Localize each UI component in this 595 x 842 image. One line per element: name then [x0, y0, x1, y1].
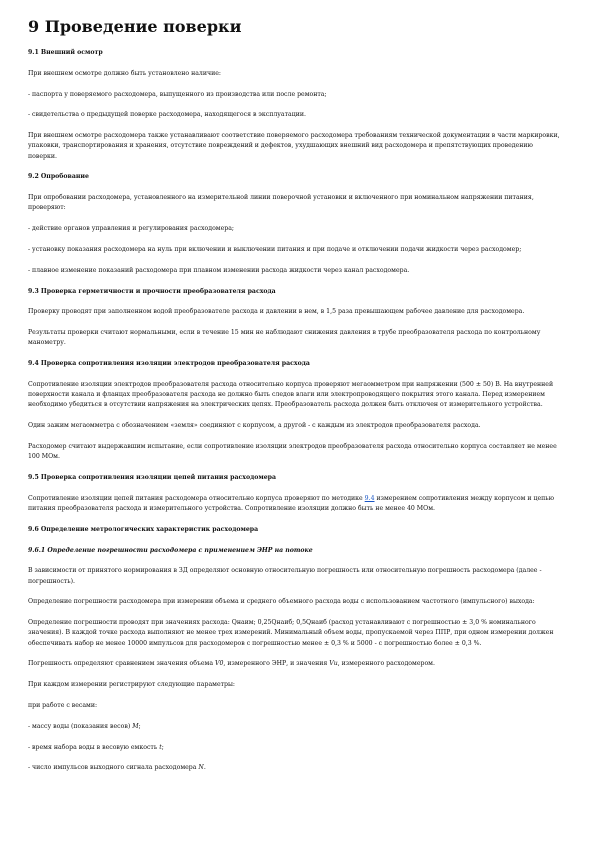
- section-heading-9-5: 9.5 Проверка сопротивления изоляции цепей питания расходомера: [28, 473, 276, 481]
- paragraph: Определение погрешности проводят при значениях расхода: Qнаим; 0,25Qнаиб; 0,5Qнаиб (расход устанавливают с погрешностью ± 3,0 % номинального значения). В каждой точке расхода выполняют не менее трех измерений. Минимальный объем воды, пропускаемой через ППР, при одном измерении должен обеспечивать набор не менее 10000 импульсов для расходомеров с погрешностью менее ± 0,3 % и 5000 - с погрешностью более ± 0,3 %.: [28, 619, 554, 647]
- section-link-9-4[interactable]: 9.4: [364, 494, 375, 502]
- paragraph: Проверку проводят при заполненном водой преобразователе расхода и давлении в нем, в 1,5 раза превышающем рабочее давление для расходомера.: [28, 308, 525, 316]
- variable: Vи: [329, 660, 338, 668]
- text-run: .: [203, 764, 206, 772]
- variable: V0: [215, 660, 224, 668]
- paragraph: При опробовании расходомера, установленного на измерительной линии поверочной установки и включенного при номинальном напряжении питания, проверяют:: [28, 194, 534, 212]
- paragraph: Расходомер считают выдержавшим испытание, если сопротивление изоляции электродов преобразователя расхода относительно корпуса составляет не менее 100 МОм.: [28, 442, 557, 461]
- paragraph: - установку показания расходомера на нуль при включении и выключении питания и при подаче и отключении подачи жидкости через расходомер;: [28, 245, 522, 253]
- list-item: [28, 722, 563, 732]
- paragraph: - действие органов управления и регулирования расходомера;: [28, 225, 235, 233]
- text-run: ;: [161, 743, 164, 751]
- paragraph: [28, 494, 563, 514]
- variable: t: [159, 743, 162, 751]
- paragraph: Сопротивление изоляции электродов преобразователя расхода относительно корпуса проверяют мегаомметром при напряжении (500 ± 50) В. На внутренней поверхности канала и фланцах преобразователя расхода не должно быть следов влаги или электропроводящего покрытия этого канала. Перед измерением необходимо убедиться в отсутствии напряжения на электрических цепях. Преобразователь расхода должен быть отключен от измерительного устройства.: [28, 380, 554, 409]
- text-run: ;: [138, 722, 141, 730]
- paragraph: - свидетельства о предыдущей поверке расходомера, находящегося в эксплуатации.: [28, 111, 306, 119]
- paragraph: При внешнем осмотре должно быть установлено наличие:: [28, 69, 221, 77]
- section-heading-9-6-1: 9.6.1 Определение погрешности расходомера с применением ЭНР на потоке: [28, 546, 313, 554]
- paragraph: При каждом измерении регистрируют следующие параметры:: [28, 681, 236, 689]
- section-heading-9-6: 9.6 Определение метрологических характеристик расходомера: [28, 525, 259, 533]
- text-run: - массу воды (показания весов): [28, 722, 133, 730]
- paragraph: [28, 659, 563, 669]
- variable: М: [132, 722, 139, 730]
- paragraph: при работе с весами:: [28, 701, 98, 709]
- paragraph: Определение погрешности расходомера при измерении объема и среднего объемного расхода воды с использованием частотного (импульсного) выхода:: [28, 598, 535, 606]
- paragraph: При внешнем осмотре расходомера также устанавливают соответствие поверяемого расходомера требованиям технической документации в части маркировки, упаковки, транспортирования и хранения, отсутствие повреждений и дефектов, ухудшающих внешний вид расходомера и препятствующих проведению поверки.: [28, 132, 560, 160]
- variable: N: [198, 764, 204, 772]
- text-run: Погрешность определяют сравнением значения объема: [28, 660, 216, 668]
- text-run: Сопротивление изоляции цепей питания расходомера относительно корпуса проверяют по методике: [28, 494, 365, 502]
- paragraph: Один зажим мегаомметра с обозначением «земля» соединяют с корпусом, а другой - с каждым из электродов преобразователя расхода.: [28, 422, 481, 430]
- paragraph: Результаты проверки считают нормальными, если в течение 15 мин не наблюдают снижения давления в трубе преобразователя расхода по контрольному манометру.: [28, 329, 541, 347]
- text-run: - время набора воды в весовую емкость: [28, 743, 160, 751]
- text-run: - число импульсов выходного сигнала расходомера: [28, 764, 199, 772]
- list-item: [28, 743, 563, 753]
- paragraph: - паспорта у поверяемого расходомера, выпущенного из производства или после ремонта;: [28, 90, 327, 98]
- page-title: 9 Проведение поверки: [28, 17, 242, 36]
- list-item: [28, 763, 563, 773]
- text-run: , измеренного ЭНР, и значения: [223, 660, 330, 668]
- paragraph: В зависимости от принятого нормирования в ЗД определяют основную относительную погрешность или относительную погрешность расходомера (далее - погрешность).: [28, 567, 542, 585]
- paragraph: - плавное изменение показаний расходомера при плавном изменении расхода жидкости через канал расходомера.: [28, 266, 410, 274]
- section-heading-9-2: 9.2 Опробование: [28, 173, 89, 181]
- text-run: измерением сопротивления между корпусом и цепью питания преобразователя расхода и измерительного устройства. Сопротивление изоляции должно быть не менее 40 МОм.: [28, 494, 554, 512]
- section-heading-9-3: 9.3 Проверка герметичности и прочности преобразователя расхода: [28, 287, 276, 295]
- section-heading-9-1: 9.1 Внешний осмотр: [28, 49, 103, 56]
- section-heading-9-4: 9.4 Проверка сопротивления изоляции электродов преобразователя расхода: [28, 360, 310, 368]
- text-run: , измеренного расходомером.: [337, 660, 435, 668]
